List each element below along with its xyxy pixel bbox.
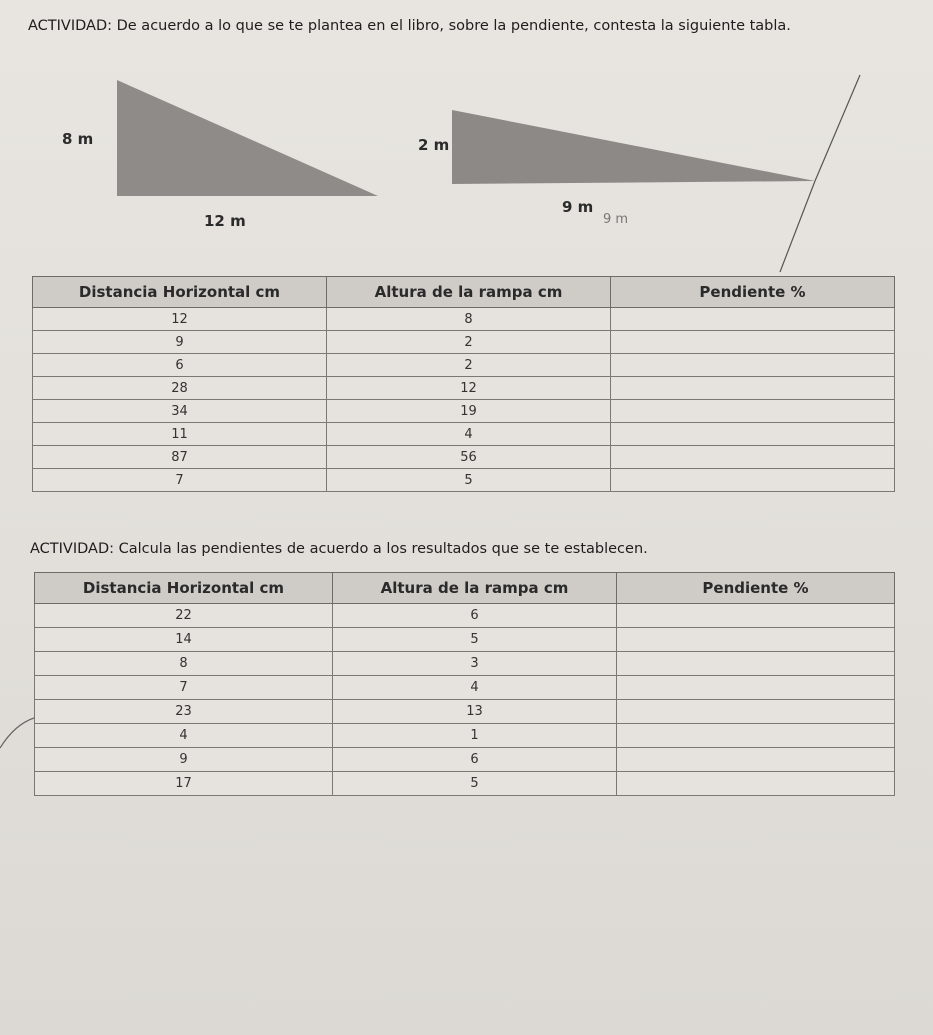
height-cell: 2	[327, 354, 611, 377]
height-cell: 12	[327, 377, 611, 400]
table-row	[33, 377, 895, 400]
distance-cell: 12	[33, 308, 327, 331]
height-cell: 6	[333, 748, 617, 772]
table-row	[35, 652, 895, 676]
triangle-2x9	[452, 110, 815, 184]
distance-cell: 9	[35, 748, 333, 772]
header-slope: Pendiente %	[617, 573, 895, 604]
table-row	[33, 423, 895, 446]
distance-cell: 34	[33, 400, 327, 423]
table-row	[35, 604, 895, 628]
pencil-line-upper	[815, 75, 860, 181]
distance-cell: 23	[35, 700, 333, 724]
table-row	[33, 446, 895, 469]
table-row	[33, 469, 895, 492]
triangle-figures	[0, 0, 933, 280]
slope-cell[interactable]	[611, 331, 895, 354]
slope-cell[interactable]	[617, 700, 895, 724]
triangle1-height-label: 8 m	[62, 130, 94, 148]
distance-cell: 6	[33, 354, 327, 377]
height-cell: 56	[327, 446, 611, 469]
distance-cell: 4	[35, 724, 333, 748]
slope-cell[interactable]	[617, 604, 895, 628]
table-row	[33, 400, 895, 423]
slope-cell[interactable]	[611, 308, 895, 331]
header-slope: Pendiente %	[611, 277, 895, 308]
height-cell: 1	[333, 724, 617, 748]
slope-cell[interactable]	[611, 446, 895, 469]
triangle2-base-label: 9 m	[562, 198, 594, 216]
distance-cell: 28	[33, 377, 327, 400]
height-cell: 5	[333, 772, 617, 796]
height-cell: 2	[327, 331, 611, 354]
slope-cell[interactable]	[611, 354, 895, 377]
height-cell: 4	[327, 423, 611, 446]
activity-1-instruction: ACTIVIDAD: De acuerdo a lo que se te plantea en el libro, sobre la pendiente, contesta la siguiente tabla.	[28, 18, 791, 34]
triangle2-base-label-faint: 9 m	[603, 212, 629, 227]
pencil-stroke-left	[0, 700, 80, 760]
table-row	[35, 772, 895, 796]
slope-cell[interactable]	[617, 652, 895, 676]
slope-cell[interactable]	[611, 377, 895, 400]
distance-cell: 17	[35, 772, 333, 796]
table-row	[33, 308, 895, 331]
slope-cell[interactable]	[611, 469, 895, 492]
header-distance: Distancia Horizontal cm	[33, 277, 327, 308]
header-height: Altura de la rampa cm	[333, 573, 617, 604]
table-row	[33, 331, 895, 354]
table-row	[33, 354, 895, 377]
triangle2-height-label: 2 m	[418, 136, 450, 154]
height-cell: 3	[333, 652, 617, 676]
distance-cell: 87	[33, 446, 327, 469]
height-cell: 19	[327, 400, 611, 423]
height-cell: 13	[333, 700, 617, 724]
table-row	[35, 724, 895, 748]
distance-cell: 9	[33, 331, 327, 354]
triangle1-base-label: 12 m	[204, 212, 246, 230]
height-cell: 5	[333, 628, 617, 652]
triangle-8x12	[117, 80, 378, 196]
distance-cell: 7	[33, 469, 327, 492]
header-distance: Distancia Horizontal cm	[35, 573, 333, 604]
distance-cell: 14	[35, 628, 333, 652]
slope-table-2	[34, 572, 895, 796]
height-cell: 5	[327, 469, 611, 492]
distance-cell: 11	[33, 423, 327, 446]
slope-cell[interactable]	[617, 628, 895, 652]
slope-cell[interactable]	[611, 400, 895, 423]
distance-cell: 8	[35, 652, 333, 676]
pencil-line-lower	[780, 181, 815, 272]
table-row	[35, 628, 895, 652]
table-row	[35, 676, 895, 700]
distance-cell: 7	[35, 676, 333, 700]
distance-cell: 22	[35, 604, 333, 628]
slope-cell[interactable]	[617, 772, 895, 796]
activity-2-instruction: ACTIVIDAD: Calcula las pendientes de acuerdo a los resultados que se te establecen.	[30, 541, 648, 557]
slope-cell[interactable]	[617, 748, 895, 772]
height-cell: 8	[327, 308, 611, 331]
slope-cell[interactable]	[611, 423, 895, 446]
header-height: Altura de la rampa cm	[327, 277, 611, 308]
table-header-row	[35, 573, 895, 604]
height-cell: 4	[333, 676, 617, 700]
table-row	[35, 700, 895, 724]
table-row	[35, 748, 895, 772]
slope-table-1	[32, 276, 895, 492]
slope-cell[interactable]	[617, 724, 895, 748]
slope-cell[interactable]	[617, 676, 895, 700]
height-cell: 6	[333, 604, 617, 628]
table-header-row	[33, 277, 895, 308]
